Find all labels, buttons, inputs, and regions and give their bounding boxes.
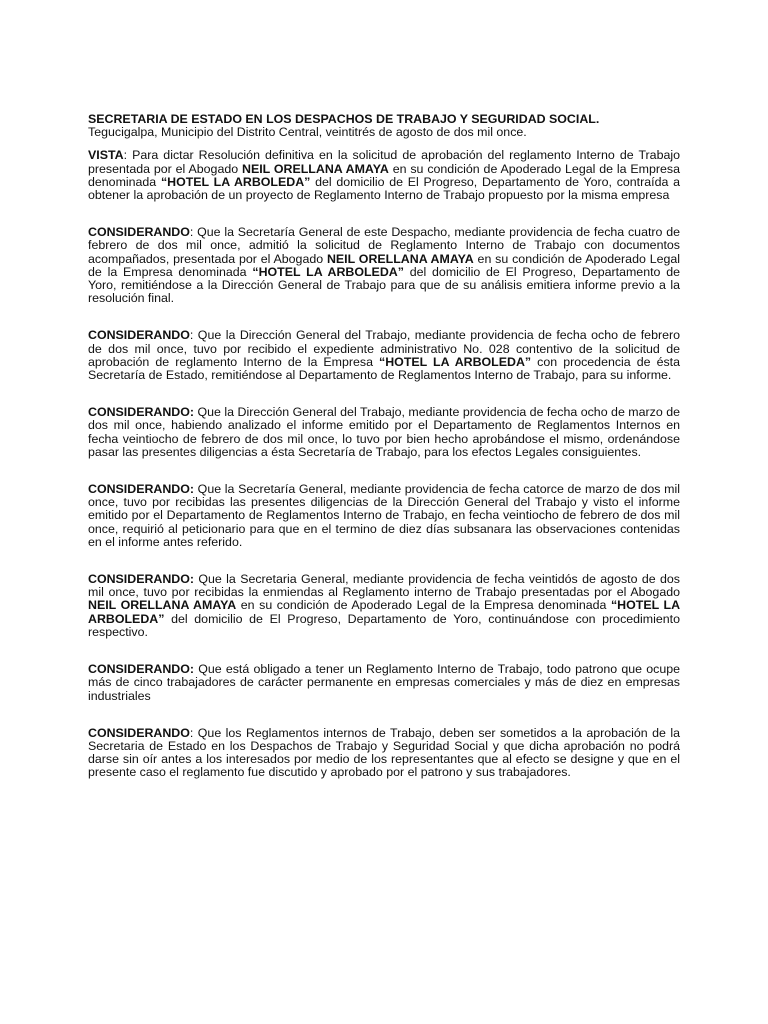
considerando-label: CONSIDERANDO: [88, 328, 190, 343]
considerando-label: CONSIDERANDO:: [88, 572, 195, 587]
considerando-text: del domicilio de El Progreso, Departamento de Yoro, continuándose con procedimiento respectivo.: [88, 611, 680, 639]
considerando-label: CONSIDERANDO:: [88, 662, 195, 677]
considerando-paragraph-3: [88, 406, 680, 459]
header-place-date: Tegucigalpa, Municipio del Distrito Central, veintitrés de agosto de dos mil once.: [88, 125, 527, 140]
considerando-label: CONSIDERANDO:: [88, 482, 195, 497]
considerando-label: CONSIDERANDO: [88, 225, 190, 240]
header-block: [88, 113, 680, 139]
considerando-text: Que está obligado a tener un Reglamento Interno de Trabajo, todo patrono que ocupe más de cinco trabajadores de carácter permanente en empresas comerciales y más de diez en empresas industriales: [88, 662, 680, 703]
considerando-text: : Que la Secretaría General de este Despacho, mediante providencia de fecha cuatro de febrero de dos mil once, admitió la solicitud de Reglamento Interno de Trabajo con documentos acompañados, presentada por el Abogado: [88, 225, 680, 266]
lawyer-name: NEIL ORELLANA AMAYA: [326, 251, 474, 266]
considerando-text: en su condición de Apoderado Legal de la Empresa denominada: [236, 598, 611, 613]
vista-company-name: “HOTEL LA ARBOLEDA”: [160, 174, 311, 189]
considerando-label: CONSIDERANDO:: [88, 405, 195, 420]
considerando-paragraph-4: [88, 483, 680, 549]
considerando-paragraph-5: [88, 573, 680, 639]
considerando-text: del domicilio de El Progreso, Departamento de Yoro, remitiéndose a la Dirección General de Trabajo para que de su análisis emitiera informe previo a la resolución final.: [88, 264, 680, 306]
considerando-paragraph-2: [88, 329, 680, 382]
considerando-text: Que la Secretaria General, mediante providencia de fecha veintidós de agosto de dos mil once, tuvo por recibidas la enmiendas al Reglamento interno de Trabajo presentadas por el Abogado: [88, 572, 680, 600]
company-name: “HOTEL LA ARBOLEDA”: [379, 354, 532, 369]
header-title: SECRETARIA DE ESTADO EN LOS DESPACHOS DE TRABAJO Y SEGURIDAD SOCIAL.: [88, 112, 600, 126]
company-name: “HOTEL LA ARBOLEDA”: [88, 598, 681, 626]
considerando-paragraph-1: [88, 226, 680, 305]
vista-paragraph: [88, 149, 680, 202]
considerando-text: Que la Secretaría General, mediante providencia de fecha catorce de marzo de dos mil once, tuvo por recibidas las presentes diligencias de la Dirección General del Trabajo y visto el informe emitido por el Departamento de Reglamentos Interno de Trabajo, en fecha veintiocho de febrero de dos mil once, requirió al peticionario para que en el termino de diez días subsanara las observaciones contenidas en el informe antes referido.: [88, 482, 680, 549]
considerando-text: : Que los Reglamentos internos de Trabajo, deben ser sometidos a la aprobación de la Secretaria de Estado en los Despachos de Trabajo y Seguridad Social y que dicha aprobación no podrá darse sin oír antes a los interesados por medio de los representantes que al efecto se designe y que en el presente caso el reglamento fue discutido y aprobado por el patrono y sus trabajadores.: [88, 725, 680, 780]
considerando-text: : Que la Dirección General del Trabajo, mediante providencia de fecha ocho de febrero de dos mil once, tuvo por recibido el expediente administrativo No. 028 contentivo de la solicitud de aprobación de reglamento Interno de la Empresa: [88, 328, 680, 369]
considerando-text: en su condición de Apoderado Legal de la Empresa denominada: [88, 251, 681, 279]
vista-text-3: del domicilio de El Progreso, Departamento de Yoro, contraída a obtener la aprobación de un proyecto de Reglamento Interno de Trabajo propuesto por la misma empresa: [88, 174, 680, 203]
vista-text-1: : Para dictar Resolución definitiva en la solicitud de aprobación del reglamento Interno de Trabajo presentada por el Abogado: [88, 148, 680, 176]
company-name: “HOTEL LA ARBOLEDA”: [252, 264, 404, 279]
considerando-text: con procedencia de ésta Secretaría de Estado, remitiéndose al Departamento de Reglamentos Interno de Trabajo, para su informe.: [88, 354, 680, 383]
vista-lawyer-name: NEIL ORELLANA AMAYA: [242, 161, 389, 176]
considerando-label: CONSIDERANDO: [88, 725, 190, 740]
lawyer-name: NEIL ORELLANA AMAYA: [88, 598, 237, 613]
considerando-paragraph-6: [88, 663, 680, 703]
considerando-text: Que la Dirección General del Trabajo, mediante providencia de fecha ocho de marzo de dos mil once, habiendo analizado el informe emitido por el Departamento de Reglamentos Internos en fecha veintiocho de febrero de dos mil once, lo tuvo por bien hecho aprobándose el mismo, ordenándose pasar las presentes diligencias a ésta Secretaría de Trabajo, para los efectos Legales consiguientes.: [88, 405, 680, 459]
vista-text-2: en su condición de Apoderado Legal de la Empresa denominada: [88, 161, 680, 189]
considerando-paragraph-7: [88, 727, 680, 780]
vista-label: VISTA: [88, 148, 124, 163]
